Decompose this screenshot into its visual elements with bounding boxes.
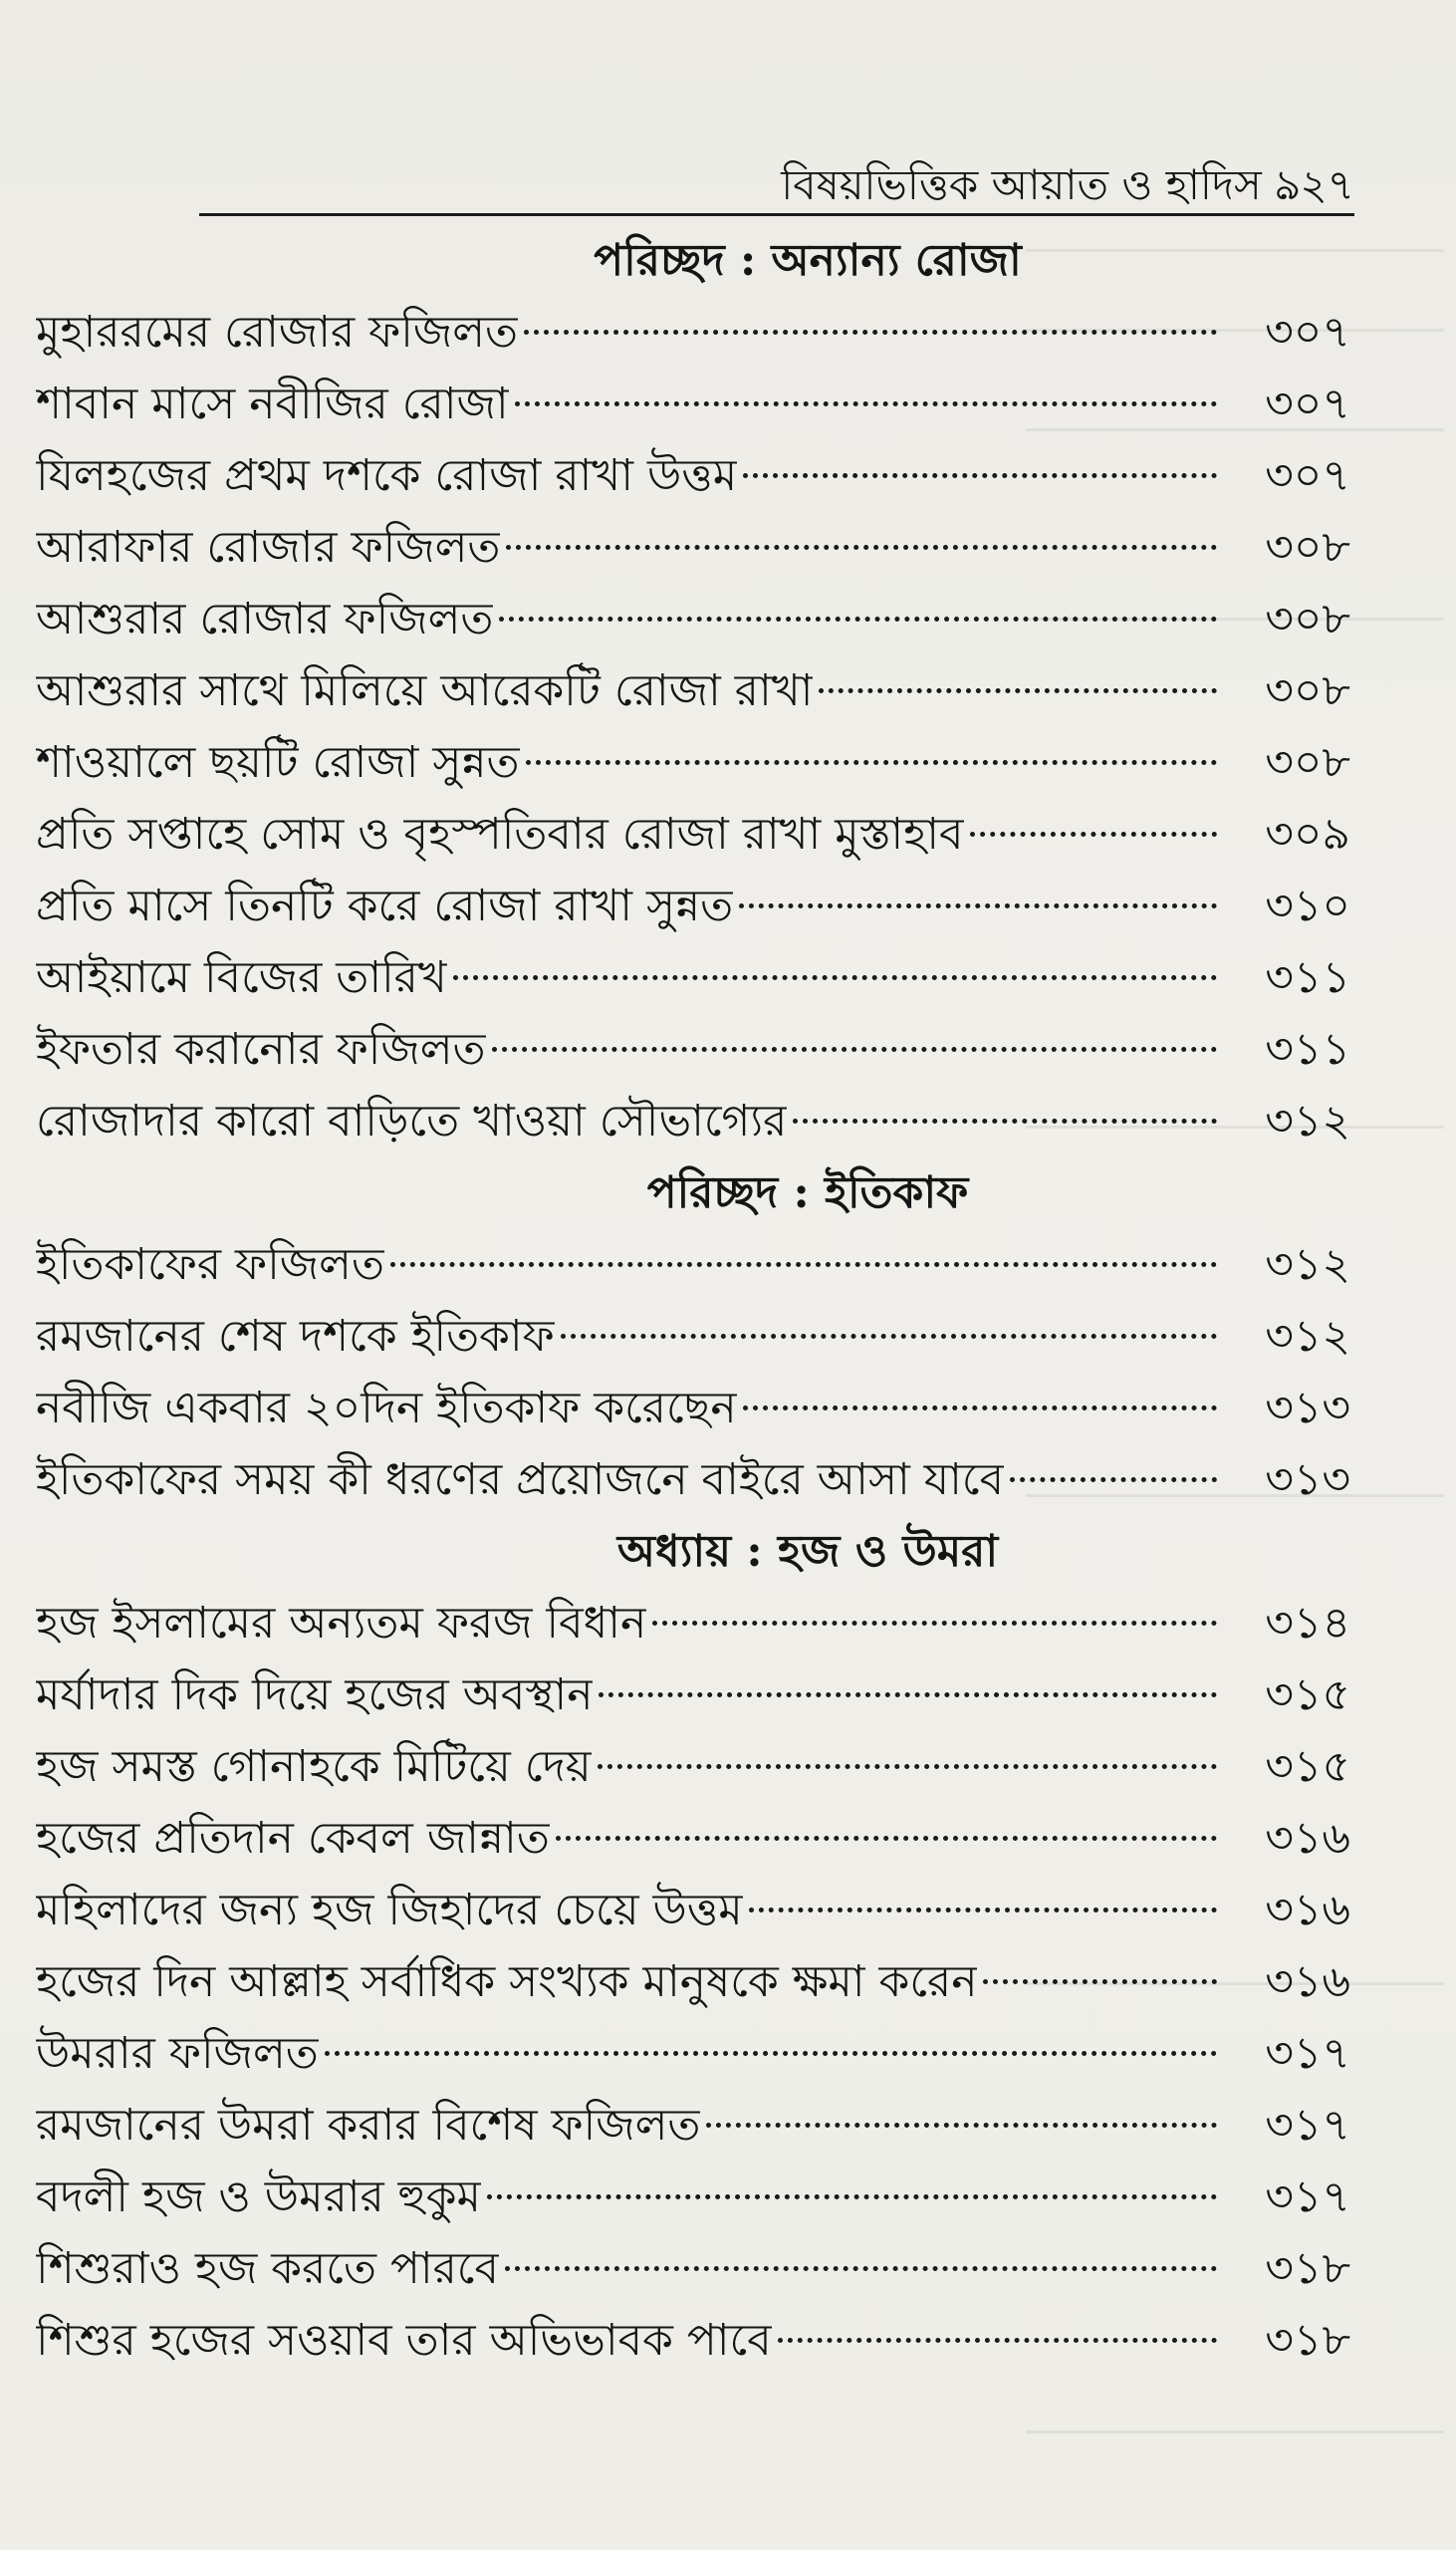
toc-entry [36, 1731, 1350, 1803]
dot-leader [499, 617, 1217, 622]
entry-title: শিশুর হজের সওয়াব তার অভিভাবক পাবে [36, 2315, 772, 2366]
entry-title: শাবান মাসে নবীজির রোজা [36, 379, 509, 429]
entry-page: ৩০৮ [1265, 594, 1350, 644]
entry-title: প্রতি সপ্তাহে সোম ও বৃহস্পতিবার রোজা রাখা মুস্তাহাব [36, 809, 964, 860]
running-header: বিষয়ভিত্তিক আয়াত ও হাদিস ঌ২৭ [781, 160, 1354, 209]
toc-entry [36, 297, 1350, 369]
entry-page: ৩১১ [1265, 1024, 1350, 1075]
toc-entry [36, 1086, 1350, 1157]
toc-entry [36, 871, 1350, 942]
entry-page: ৩১২ [1265, 1311, 1350, 1362]
section-heading: পরিচ্ছদ : অন্যান্য রোজা [594, 235, 1022, 286]
entry-page: ৩০৮ [1265, 522, 1350, 573]
toc-entry [36, 584, 1350, 655]
header-rule [199, 213, 1354, 216]
chapter-heading: অধ্যায় : হজ ও উমরা [616, 1526, 999, 1577]
entry-title: আশুরার রোজার ফজিলত [36, 594, 494, 644]
toc-entry [36, 655, 1350, 727]
dot-leader [652, 1621, 1217, 1626]
dot-leader [819, 688, 1217, 693]
dot-leader [515, 401, 1217, 406]
toc-entry [36, 369, 1350, 440]
entry-page: ৩১২ [1265, 1239, 1350, 1290]
toc-entry [36, 2090, 1350, 2162]
entry-page: ৩১৭ [1265, 2100, 1350, 2151]
entry-title: হজের দিন আল্লাহ সর্বাধিক সংখ্যক মানুষকে ক্ষমা করেন [36, 1956, 978, 2007]
entry-page: ৩১২ [1265, 1096, 1350, 1147]
entry-page: ৩১১ [1265, 952, 1350, 1003]
entry-title: শিশুরাও হজ করতে পারবে [36, 2243, 499, 2294]
entry-title: রমজানের শেষ দশকে ইতিকাফ [36, 1311, 555, 1362]
entry-title: রমজানের উমরা করার বিশেষ ফজিলত [36, 2100, 701, 2151]
dot-leader [556, 1836, 1217, 1841]
entry-page: ৩১৫ [1265, 1741, 1350, 1792]
dot-leader [749, 1908, 1217, 1912]
entry-title: রোজাদার কারো বাড়িতে খাওয়া সৌভাগ্যের [36, 1096, 788, 1147]
entry-title: নবীজি একবার ২০দিন ইতিকাফ করেছেন [36, 1383, 737, 1433]
dot-leader [390, 1262, 1217, 1267]
dot-leader [739, 903, 1217, 908]
dot-leader [599, 1692, 1217, 1697]
show-through-line [1026, 2430, 1444, 2433]
toc-entry [36, 1659, 1350, 1731]
dot-leader [743, 1405, 1217, 1410]
toc-entry [36, 727, 1350, 799]
dot-leader [526, 760, 1217, 765]
toc-entry [36, 2018, 1350, 2090]
toc-entry [36, 2305, 1350, 2377]
entry-page: ৩১৭ [1265, 2171, 1350, 2222]
entry-page: ৩০৭ [1265, 379, 1350, 429]
dot-leader [778, 2338, 1217, 2343]
entry-title: বদলী হজ ও উমরার হুকুম [36, 2171, 481, 2222]
entry-page: ৩০৮ [1265, 737, 1350, 788]
entry-page: ৩০৭ [1265, 307, 1350, 358]
entry-title: হজের প্রতিদান কেবল জান্নাত [36, 1813, 550, 1864]
dot-leader [524, 330, 1217, 335]
entry-page: ৩১৩ [1265, 1454, 1350, 1505]
entry-title: হজ সমস্ত গোনাহকে মিটিয়ে দেয় [36, 1741, 592, 1792]
toc-entry [36, 1875, 1350, 1946]
toc-entry [36, 2233, 1350, 2305]
dot-leader [492, 1047, 1217, 1052]
entry-page: ৩০৯ [1265, 809, 1350, 860]
toc-entry [36, 512, 1350, 584]
entry-page: ৩০৭ [1265, 450, 1350, 501]
entry-title: আরাফার রোজার ফজিলত [36, 522, 501, 573]
dot-leader [970, 832, 1217, 837]
dot-leader [453, 975, 1217, 980]
entry-page: ৩১০ [1265, 881, 1350, 931]
dot-leader [983, 1979, 1217, 1984]
dot-leader [325, 2051, 1217, 2056]
dot-leader [505, 2266, 1217, 2271]
toc-entry [36, 1014, 1350, 1086]
entry-page: ৩০৮ [1265, 665, 1350, 716]
entry-title: আইয়ামে বিজের তারিখ [36, 952, 447, 1003]
entry-title: শাওয়ালে ছয়টি রোজা সুন্নত [36, 737, 520, 788]
toc-entry [36, 1946, 1350, 2018]
dot-leader [1010, 1477, 1217, 1482]
entry-title: মুহাররমের রোজার ফজিলত [36, 307, 519, 358]
dot-leader [561, 1334, 1217, 1339]
entry-title: যিলহজের প্রথম দশকে রোজা রাখা উত্তম [36, 450, 738, 501]
dot-leader [793, 1119, 1217, 1124]
section-heading: পরিচ্ছদ : ইতিকাফ [646, 1167, 969, 1218]
entry-page: ৩১৩ [1265, 1383, 1350, 1433]
toc-entry [36, 799, 1350, 871]
entry-page: ৩১৭ [1265, 2028, 1350, 2079]
toc-entry [36, 2162, 1350, 2233]
entry-page: ৩১৪ [1265, 1598, 1350, 1649]
entry-title: হজ ইসলামের অন্যতম ফরজ বিধান [36, 1598, 647, 1649]
entry-title: ইতিকাফের সময় কী ধরণের প্রয়োজনে বাইরে আসা যাবে [36, 1454, 1005, 1505]
dot-leader [487, 2194, 1217, 2199]
toc-entry [36, 1588, 1350, 1659]
toc-entry [36, 1229, 1350, 1301]
dot-leader [743, 473, 1217, 478]
entry-title: মর্যাদার দিক দিয়ে হজের অবস্থান [36, 1669, 594, 1720]
toc-entry [36, 942, 1350, 1014]
table-of-contents [36, 225, 1350, 2377]
toc-entry [36, 1373, 1350, 1444]
entry-page: ৩১৬ [1265, 1885, 1350, 1935]
entry-page: ৩১৫ [1265, 1669, 1350, 1720]
toc-entry [36, 440, 1350, 512]
entry-title: ইতিকাফের ফজিলত [36, 1239, 384, 1290]
entry-title: উমরার ফজিলত [36, 2028, 319, 2079]
entry-page: ৩১৬ [1265, 1956, 1350, 2007]
entry-page: ৩১৮ [1265, 2315, 1350, 2366]
entry-title: আশুরার সাথে মিলিয়ে আরেকটি রোজা রাখা [36, 665, 814, 716]
entry-page: ৩১৮ [1265, 2243, 1350, 2294]
entry-page: ৩১৬ [1265, 1813, 1350, 1864]
entry-title: প্রতি মাসে তিনটি করে রোজা রাখা সুন্নত [36, 881, 734, 931]
toc-entry [36, 1444, 1350, 1516]
dot-leader [506, 545, 1217, 550]
toc-entry [36, 1301, 1350, 1373]
entry-title: মহিলাদের জন্য হজ জিহাদের চেয়ে উত্তম [36, 1885, 743, 1935]
dot-leader [706, 2123, 1217, 2128]
dot-leader [598, 1764, 1217, 1769]
entry-title: ইফতার করানোর ফজিলত [36, 1024, 486, 1075]
toc-entry [36, 1803, 1350, 1875]
